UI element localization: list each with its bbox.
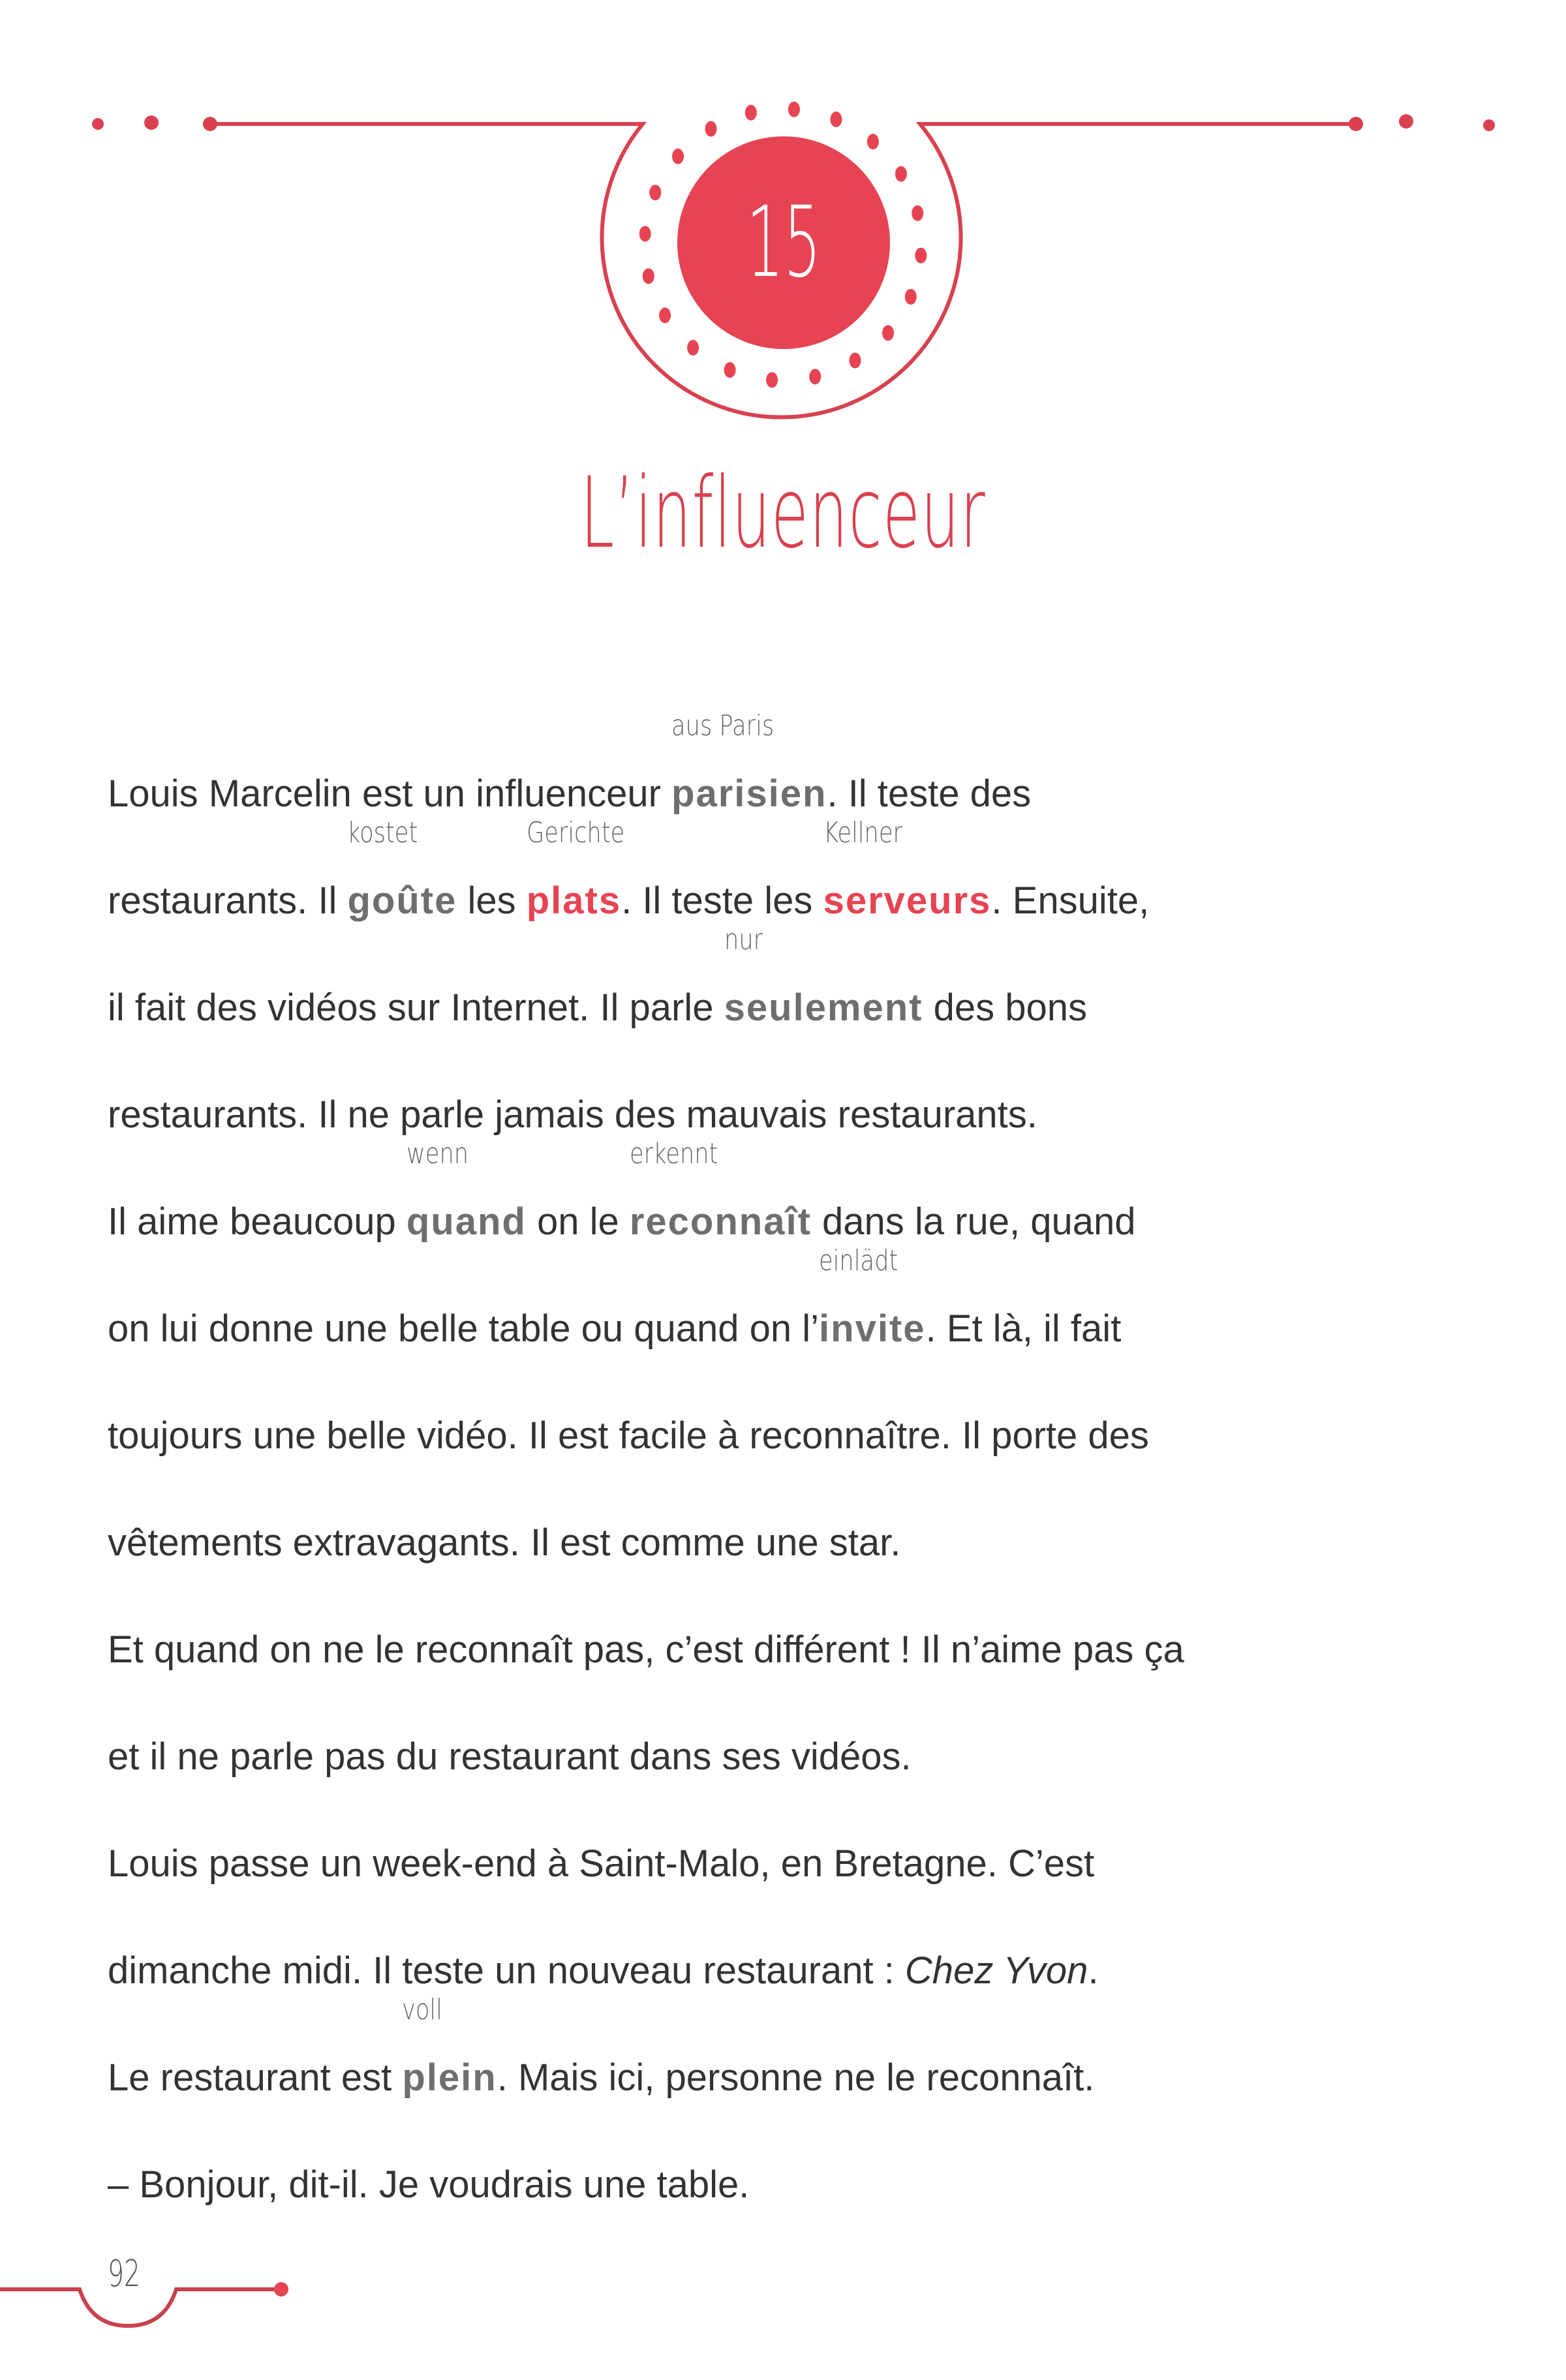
text-segment: [527, 1168, 630, 1275]
text-line: [108, 1703, 1478, 1810]
dot: [144, 115, 159, 130]
segment-text: on le: [526, 1200, 630, 1243]
segment-text: . Il teste des: [827, 772, 1032, 815]
text-segment: [108, 2131, 749, 2238]
text-line: [108, 1810, 1478, 1917]
text-line: [108, 2131, 1478, 2238]
ring-dot: [659, 307, 671, 323]
segment-text: et il ne parle pas du restaurant dans ses vidéos.: [108, 1735, 912, 1778]
segment-text: . Mais ici, personne ne le reconnaît.: [497, 2056, 1095, 2099]
story-text: [108, 709, 1478, 2238]
ring-dot: [766, 372, 778, 388]
text-segment: [108, 1703, 912, 1810]
text-segment: [991, 847, 1149, 954]
text-segment: [108, 1917, 905, 2024]
translation-gloss: Gerichte: [526, 816, 625, 849]
segment-text: quand: [406, 1200, 527, 1243]
ring-dot: [649, 185, 661, 200]
ring-dot: [639, 226, 651, 241]
segment-text: Louis passe un week-end à Saint-Malo, en Bretagne. C’est: [108, 1842, 1095, 1885]
ring-dot: [882, 325, 894, 341]
dot: [1399, 114, 1413, 129]
segment-text: – Bonjour, dit-il. Je voudrais une table.: [108, 2163, 750, 2206]
text-line: [108, 1993, 1478, 2131]
vocab-word: [671, 709, 827, 847]
text-segment: [108, 1810, 1094, 1917]
segment-text: vêtements extravagants. Il est comme une star.: [108, 1521, 901, 1564]
vocab-word: [819, 1244, 926, 1382]
segment-text: plein: [402, 2056, 497, 2099]
segment-text: . Il teste les: [621, 879, 823, 922]
text-segment: [497, 2024, 1095, 2131]
dot: [92, 118, 104, 130]
segment-text: goûte: [347, 879, 457, 922]
ring-dot: [724, 362, 736, 378]
segment-text: seulement: [724, 986, 923, 1029]
text-segment: [905, 1917, 1088, 2024]
ring-dot: [705, 121, 716, 136]
ring-dot: [915, 248, 927, 264]
text-segment: [621, 847, 823, 954]
segment-text: .: [1088, 1949, 1099, 1992]
translation-gloss: aus Paris: [671, 709, 775, 742]
footer-dot: [274, 2282, 288, 2296]
footer-rule: [0, 2289, 281, 2326]
segment-text: restaurants. Il: [108, 879, 348, 922]
ring-dot: [895, 166, 907, 182]
segment-text: toujours une belle vidéo. Il est facile à reconnaître. Il porte des: [108, 1414, 1149, 1457]
segment-text: on lui donne une belle table ou quand on l’: [108, 1307, 820, 1350]
vocab-word: [402, 1993, 497, 2131]
header-left-dots: [92, 115, 217, 131]
text-line: [108, 816, 1478, 954]
vocab-word: [823, 816, 992, 954]
dot: [1483, 119, 1495, 131]
ring-dot: [912, 206, 923, 221]
text-line: [108, 1596, 1478, 1703]
text-segment: [457, 847, 526, 954]
segment-text: dimanche midi. Il teste un nouveau restaurant :: [108, 1949, 905, 1992]
segment-text: parisien: [671, 772, 827, 815]
vocab-word: [406, 1137, 527, 1275]
segment-text: Le restaurant est: [108, 2056, 403, 2099]
segment-text: . Et là, il fait: [925, 1307, 1122, 1350]
segment-text: les: [457, 879, 527, 922]
ring-dot: [788, 102, 800, 117]
text-line: [108, 1137, 1478, 1275]
translation-gloss: voll: [402, 1993, 443, 2026]
text-segment: [108, 1489, 900, 1596]
text-segment: [108, 954, 724, 1061]
text-segment: [108, 1382, 1149, 1489]
segment-text: il fait des vidéos sur Internet. Il parle: [108, 986, 724, 1029]
segment-text: Et quand on ne le reconnaît pas, c’est différent ! Il n’aime pas ça: [108, 1628, 1184, 1671]
translation-gloss: Kellner: [823, 816, 902, 849]
text-line: [108, 1917, 1478, 2024]
text-segment: [108, 1168, 407, 1275]
header-right-dots: [1349, 114, 1495, 131]
segment-text: invite: [819, 1307, 926, 1350]
text-line: [108, 1244, 1478, 1382]
vocab-word: [724, 923, 923, 1061]
ring-dot: [687, 340, 699, 356]
segment-text: . Ensuite,: [991, 879, 1150, 922]
text-line: [108, 709, 1478, 847]
segment-text: dans la rue, quand: [811, 1200, 1136, 1243]
translation-gloss: erkennt: [629, 1137, 718, 1170]
text-segment: [108, 1061, 1037, 1168]
segment-text: Il aime beaucoup: [108, 1200, 407, 1243]
ring-dot: [905, 289, 917, 305]
text-segment: [1088, 1917, 1098, 2024]
segment-text: reconnaît: [629, 1200, 812, 1243]
text-line: [108, 1382, 1478, 1489]
text-segment: [108, 1275, 819, 1382]
segment-text: Louis Marcelin est un influenceur: [108, 772, 672, 815]
chapter-title: [0, 457, 1566, 570]
segment-text: restaurants. Il ne parle jamais des mauvais restaurants.: [108, 1093, 1037, 1136]
vocab-word: [347, 816, 457, 954]
segment-text: Chez Yvon: [904, 1949, 1088, 1992]
segment-text: plats: [526, 879, 622, 922]
ring-dot: [867, 134, 879, 149]
page-number: 92: [108, 2253, 140, 2295]
text-segment: [108, 847, 347, 954]
text-segment: [108, 1596, 1184, 1703]
text-line: [108, 1061, 1478, 1168]
ring-dot: [850, 353, 861, 369]
ring-dot: [745, 105, 757, 121]
translation-gloss: wenn: [406, 1137, 468, 1170]
ring-dot: [809, 369, 821, 384]
text-segment: [923, 954, 1087, 1061]
text-line: [108, 1489, 1478, 1596]
translation-gloss: nur: [724, 923, 763, 956]
ring-dot: [672, 149, 684, 164]
segment-text: des bons: [923, 986, 1087, 1029]
chapter-number: 15: [746, 186, 821, 299]
text-segment: [108, 2024, 402, 2131]
vocab-word: [629, 1137, 812, 1275]
chapter-title-text: L’influenceur: [580, 457, 986, 570]
text-line: [108, 923, 1478, 1061]
segment-text: serveurs: [823, 879, 992, 922]
translation-gloss: kostet: [347, 816, 418, 849]
text-segment: [926, 1275, 1122, 1382]
ring-dot: [643, 268, 654, 284]
translation-gloss: einlädt: [819, 1244, 898, 1277]
vocab-word: [526, 816, 625, 954]
ring-dot: [830, 112, 842, 127]
